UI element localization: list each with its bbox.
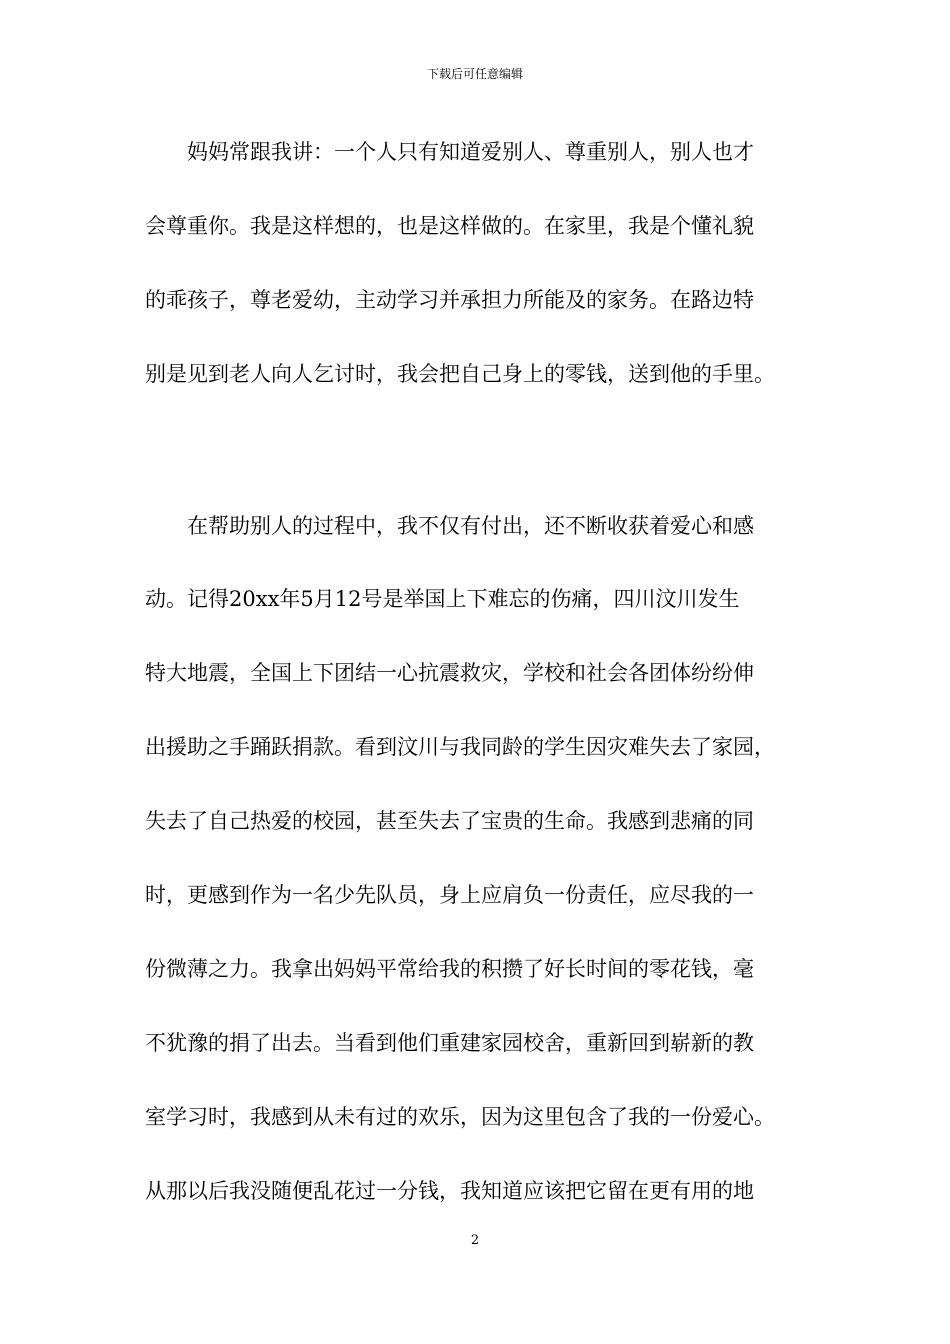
paragraph-line: 动。记得20xx年5月12号是举国上下难忘的伤痛，四川汶川发生	[145, 587, 740, 611]
paragraph-line: 不犹豫的捐了出去。当看到他们重建家园校舍，重新回到崭新的教	[145, 1031, 754, 1055]
page-header: 下载后可任意编辑	[426, 67, 523, 81]
paragraph-line: 的乖孩子，尊老爱幼，主动学习并承担力所能及的家务。在路边特	[145, 288, 754, 312]
paragraph-line: 室学习时，我感到从未有过的欢乐，因为这里包含了我的一份爱心。	[145, 1105, 775, 1129]
paragraph-line: 会尊重你。我是这样想的，也是这样做的。在家里，我是个懂礼貌	[145, 214, 754, 238]
page-number: 2	[470, 1233, 480, 1248]
paragraph-line: 从那以后我没随便乱花过一分钱，我知道应该把它留在更有用的地	[145, 1179, 754, 1203]
paragraph-line: 特大地震，全国上下团结一心抗震救灾，学校和社会各团体纷纷伸	[145, 661, 754, 685]
paragraph-line: 时，更感到作为一名少先队员，身上应肩负一份责任，应尽我的一	[145, 883, 754, 907]
paragraph-line: 妈妈常跟我讲：一个人只有知道爱别人、尊重别人，别人也才	[145, 140, 754, 164]
paragraph-line: 在帮助别人的过程中，我不仅有付出，还不断收获着爱心和感	[145, 514, 754, 538]
paragraph-line: 份微薄之力。我拿出妈妈平常给我的积攒了好长时间的零花钱，毫	[145, 957, 754, 981]
paragraph-line: 失去了自己热爱的校园，甚至失去了宝贵的生命。我感到悲痛的同	[145, 809, 754, 833]
paragraph-line: 出援助之手踊跃捐款。看到汶川与我同龄的学生因灾难失去了家园，	[145, 735, 775, 759]
paragraph-line: 别是见到老人向人乞讨时，我会把自己身上的零钱，送到他的手里。	[145, 362, 775, 386]
